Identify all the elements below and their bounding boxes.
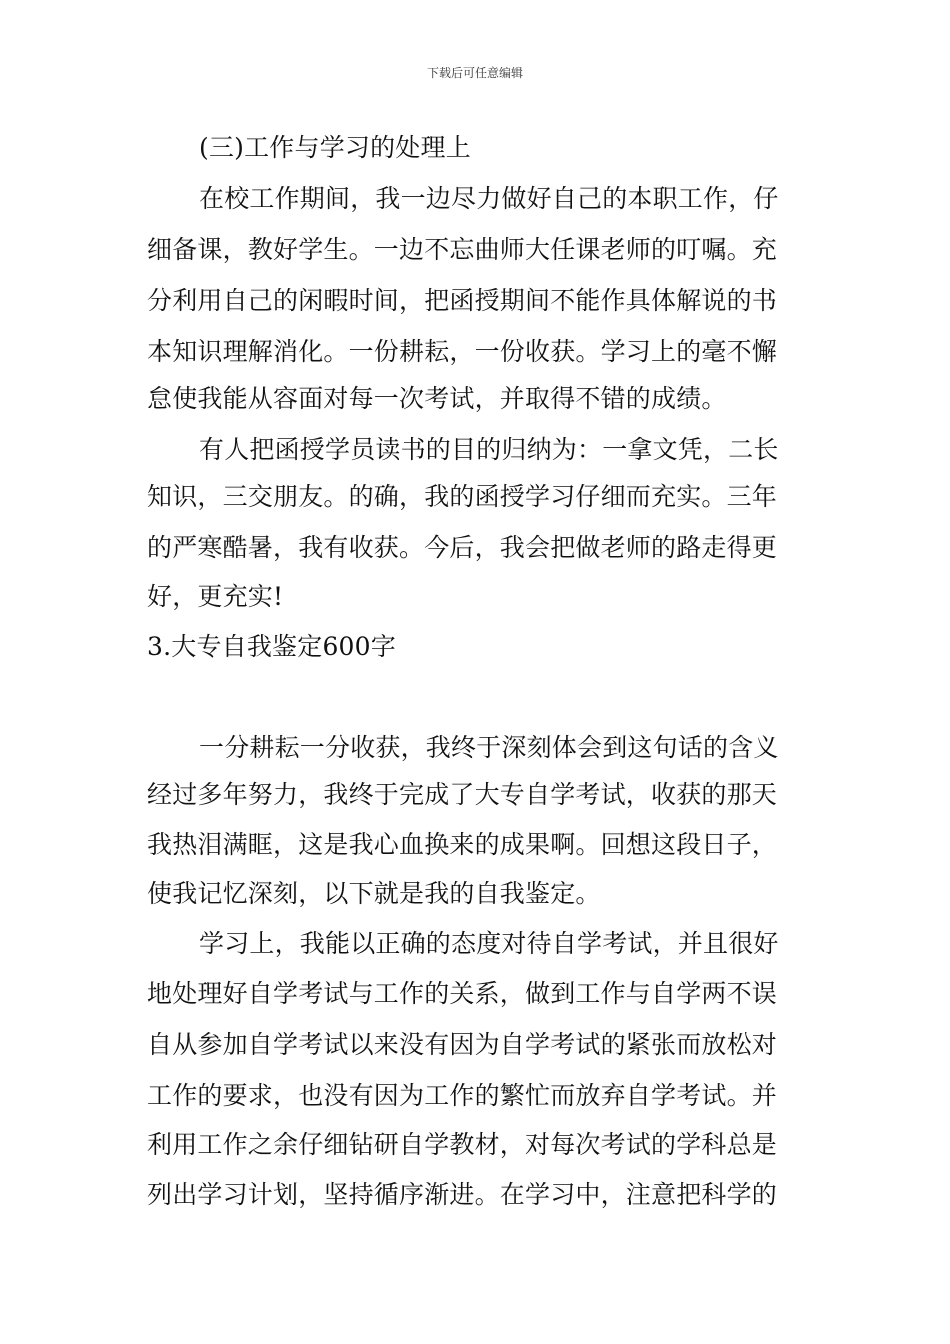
paragraph-line: 好，更充实! [147, 582, 284, 611]
section-heading: (三)工作与学习的处理上 [199, 133, 471, 162]
download-note: 下载后可任意编辑 [426, 66, 523, 80]
paragraph-line: 有人把函授学员读书的目的归纳为：一拿文凭，二长 [199, 435, 779, 464]
paragraph-line: 列出学习计划，坚持循序渐进。在学习中，注意把科学的 [147, 1180, 778, 1209]
paragraph-line: 知识，三交朋友。的确，我的函授学习仔细而充实。三年 [147, 482, 778, 511]
paragraph-line: 在校工作期间，我一边尽力做好自己的本职工作，仔 [199, 184, 779, 213]
paragraph-line: 地处理好自学考试与工作的关系，做到工作与自学两不误 [147, 979, 778, 1008]
paragraph-line: 使我记忆深刻，以下就是我的自我鉴定。 [147, 879, 601, 908]
paragraph-line: 自从参加自学考试以来没有因为自学考试的紧张而放松对 [147, 1030, 778, 1059]
paragraph-line: 我热泪满眶，这是我心血换来的成果啊。回想这段日子， [147, 830, 778, 859]
section-heading: 3.大专自我鉴定600字 [147, 632, 396, 661]
paragraph-line: 分利用自己的闲暇时间，把函授期间不能作具体解说的书 [147, 286, 778, 315]
paragraph-line: 经过多年努力，我终于完成了大专自学考试，收获的那天 [147, 780, 778, 809]
paragraph-line: 一分耕耘一分收获，我终于深刻体会到这句话的含义 [199, 733, 779, 762]
paragraph-line: 工作的要求，也没有因为工作的繁忙而放弃自学考试。并 [147, 1081, 778, 1110]
paragraph-line: 本知识理解消化。一份耕耘，一份收获。学习上的毫不懈 [147, 337, 778, 366]
paragraph-line: 怠使我能从容面对每一次考试，并取得不错的成绩。 [147, 384, 727, 413]
paragraph-line: 利用工作之余仔细钻研自学教材，对每次考试的学科总是 [147, 1130, 778, 1159]
paragraph-line: 的严寒酷暑，我有收获。今后，我会把做老师的路走得更 [147, 533, 778, 562]
paragraph-line: 学习上，我能以正确的态度对待自学考试，并且很好 [199, 929, 779, 958]
paragraph-line: 细备课，教好学生。一边不忘曲师大任课老师的叮嘱。充 [147, 235, 778, 264]
